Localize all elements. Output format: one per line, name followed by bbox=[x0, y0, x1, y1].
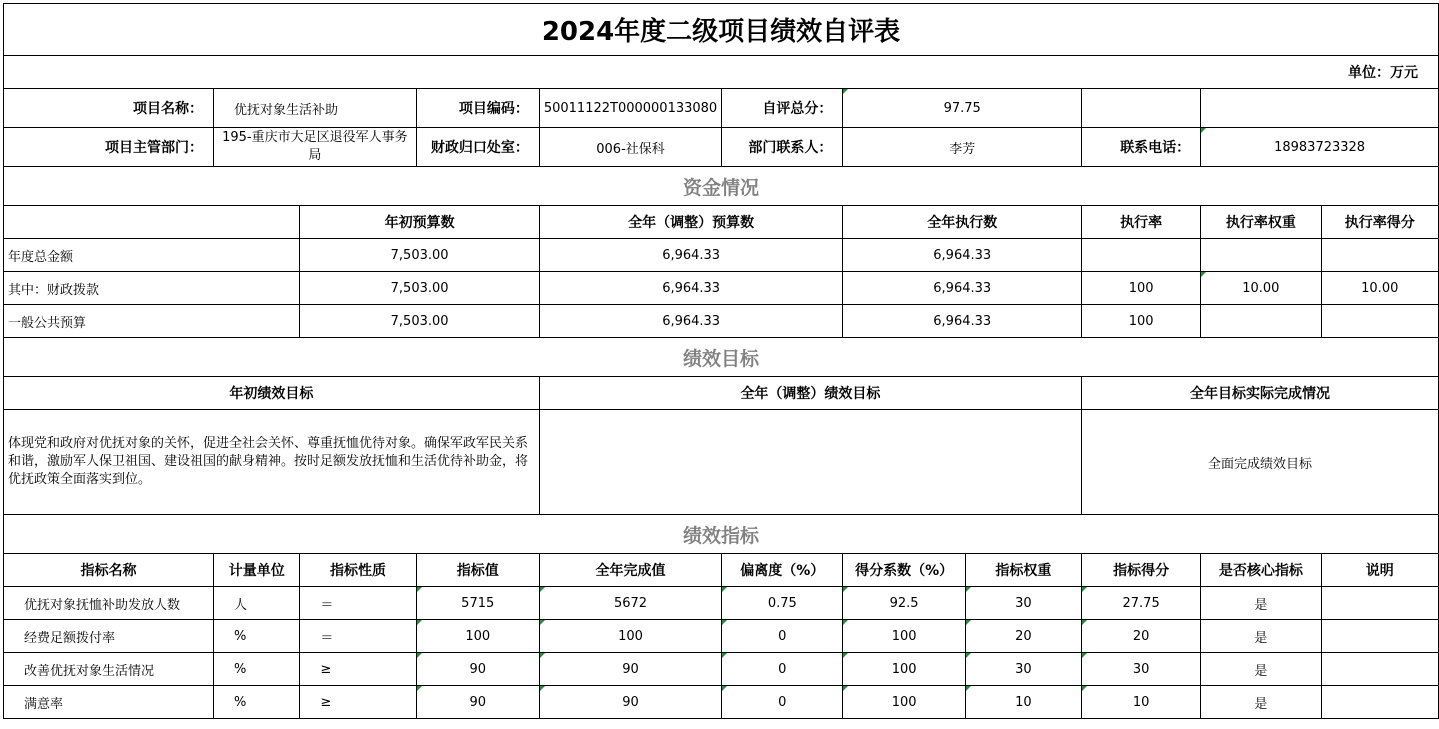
ind-weight[interactable]: 20 bbox=[965, 620, 1081, 653]
contact-value[interactable]: 李芳 bbox=[843, 128, 1082, 167]
empty-cell[interactable] bbox=[1201, 89, 1439, 128]
finance-label: 财政归口处室： bbox=[416, 128, 539, 167]
funds-header-adjusted: 全年（调整）预算数 bbox=[539, 206, 843, 239]
ind-coef[interactable]: 100 bbox=[843, 686, 965, 719]
ind-header-name: 指标名称 bbox=[4, 554, 214, 587]
funds-row bbox=[4, 239, 1439, 272]
phone-label: 联系电话： bbox=[1082, 128, 1201, 167]
ind-deviation[interactable]: 0.75 bbox=[722, 587, 843, 620]
goals-section-title: 绩效目标 bbox=[4, 338, 1439, 377]
funds-header-executed: 全年执行数 bbox=[843, 206, 1082, 239]
contact-label: 部门联系人： bbox=[722, 128, 843, 167]
funds-section-title: 资金情况 bbox=[4, 167, 1439, 206]
project-name-value[interactable]: 优抚对象生活补助 bbox=[214, 89, 417, 128]
ind-deviation[interactable]: 0 bbox=[722, 620, 843, 653]
funds-header-rate: 执行率 bbox=[1082, 206, 1201, 239]
goals-adjusted-text[interactable] bbox=[539, 410, 1081, 515]
ind-unit[interactable]: % bbox=[214, 686, 300, 719]
ind-header-nature: 指标性质 bbox=[300, 554, 416, 587]
funds-header-score: 执行率得分 bbox=[1321, 206, 1438, 239]
empty-cell[interactable] bbox=[1082, 89, 1201, 128]
ind-actual[interactable]: 5672 bbox=[539, 587, 721, 620]
goals-header-actual: 全年目标实际完成情况 bbox=[1082, 377, 1439, 410]
ind-target[interactable]: 90 bbox=[416, 653, 539, 686]
ind-note[interactable] bbox=[1321, 620, 1438, 653]
ind-weight[interactable]: 30 bbox=[965, 587, 1081, 620]
ind-score[interactable]: 20 bbox=[1082, 620, 1201, 653]
ind-score[interactable]: 30 bbox=[1082, 653, 1201, 686]
ind-coef[interactable]: 100 bbox=[843, 620, 965, 653]
funds-row-executed[interactable]: 6,964.33 bbox=[843, 239, 1082, 272]
evaluation-sheet bbox=[3, 3, 1439, 719]
ind-header-weight: 指标权重 bbox=[965, 554, 1081, 587]
ind-header-core: 是否核心指标 bbox=[1201, 554, 1321, 587]
funds-row-executed[interactable]: 6,964.33 bbox=[843, 305, 1082, 338]
ind-core[interactable]: 是 bbox=[1201, 653, 1321, 686]
ind-deviation[interactable]: 0 bbox=[722, 653, 843, 686]
ind-target[interactable]: 5715 bbox=[416, 587, 539, 620]
funds-row-rate[interactable]: 100 bbox=[1082, 305, 1201, 338]
funds-row-adjusted[interactable]: 6,964.33 bbox=[539, 239, 843, 272]
goals-header-adjusted: 全年（调整）绩效目标 bbox=[539, 377, 1081, 410]
goals-actual-text[interactable]: 全面完成绩效目标 bbox=[1082, 410, 1439, 515]
ind-header-target: 指标值 bbox=[416, 554, 539, 587]
ind-core[interactable]: 是 bbox=[1201, 686, 1321, 719]
ind-unit[interactable]: % bbox=[214, 620, 300, 653]
ind-weight[interactable]: 10 bbox=[965, 686, 1081, 719]
ind-note[interactable] bbox=[1321, 587, 1438, 620]
ind-header-unit: 计量单位 bbox=[214, 554, 300, 587]
ind-note[interactable] bbox=[1321, 686, 1438, 719]
ind-note[interactable] bbox=[1321, 653, 1438, 686]
phone-value[interactable]: 18983723328 bbox=[1201, 128, 1439, 167]
ind-score[interactable]: 10 bbox=[1082, 686, 1201, 719]
funds-row-score[interactable] bbox=[1321, 239, 1438, 272]
ind-core[interactable]: 是 bbox=[1201, 587, 1321, 620]
funds-header-weight: 执行率权重 bbox=[1201, 206, 1321, 239]
page-title: 2024年度二级项目绩效自评表 bbox=[4, 4, 1439, 56]
ind-unit[interactable]: 人 bbox=[214, 587, 300, 620]
goals-initial-text[interactable]: 体现党和政府对优抚对象的关怀，促进全社会关怀、尊重抚恤优待对象。确保军政军民关系和谐，激励军人保卫祖国、建设祖国的献身精神。按时足额发放抚恤和生活优待补助金，将优抚政策全面落实到位。 bbox=[4, 410, 540, 515]
funds-row bbox=[4, 305, 1439, 338]
funds-row-rate[interactable]: 100 bbox=[1082, 272, 1201, 305]
evaluation-table bbox=[3, 3, 1439, 719]
funds-row-adjusted[interactable]: 6,964.33 bbox=[539, 305, 843, 338]
ind-name[interactable]: 优抚对象抚恤补助发放人数 bbox=[4, 587, 214, 620]
ind-header-coef: 得分系数（%） bbox=[843, 554, 965, 587]
ind-actual[interactable]: 90 bbox=[539, 686, 721, 719]
ind-nature[interactable]: ＝ bbox=[300, 587, 416, 620]
ind-actual[interactable]: 90 bbox=[539, 653, 721, 686]
funds-row-budget[interactable]: 7,503.00 bbox=[300, 305, 539, 338]
indicator-row bbox=[4, 686, 1439, 719]
ind-header-actual: 全年完成值 bbox=[539, 554, 721, 587]
ind-name[interactable]: 改善优抚对象生活情况 bbox=[4, 653, 214, 686]
project-code-label: 项目编码： bbox=[416, 89, 539, 128]
ind-score[interactable]: 27.75 bbox=[1082, 587, 1201, 620]
funds-row-budget[interactable]: 7,503.00 bbox=[300, 272, 539, 305]
funds-row-executed[interactable]: 6,964.33 bbox=[843, 272, 1082, 305]
ind-target[interactable]: 100 bbox=[416, 620, 539, 653]
funds-row-adjusted[interactable]: 6,964.33 bbox=[539, 272, 843, 305]
ind-core[interactable]: 是 bbox=[1201, 620, 1321, 653]
funds-row-weight[interactable] bbox=[1201, 305, 1321, 338]
ind-unit[interactable]: % bbox=[214, 653, 300, 686]
finance-value[interactable]: 006-社保科 bbox=[539, 128, 721, 167]
ind-deviation[interactable]: 0 bbox=[722, 686, 843, 719]
score-value[interactable]: 97.75 bbox=[843, 89, 1082, 128]
ind-header-score: 指标得分 bbox=[1082, 554, 1201, 587]
ind-nature[interactable]: ≥ bbox=[300, 686, 416, 719]
funds-row-rate[interactable] bbox=[1082, 239, 1201, 272]
funds-row-score[interactable]: 10.00 bbox=[1321, 272, 1438, 305]
dept-label: 项目主管部门： bbox=[4, 128, 214, 167]
unit-label: 单位：万元 bbox=[4, 56, 1439, 89]
ind-header-deviation: 偏离度（%） bbox=[722, 554, 843, 587]
ind-header-note: 说明 bbox=[1321, 554, 1438, 587]
funds-row-budget[interactable]: 7,503.00 bbox=[300, 239, 539, 272]
funds-row-weight[interactable]: 10.00 bbox=[1201, 272, 1321, 305]
funds-header-budget: 年初预算数 bbox=[300, 206, 539, 239]
funds-row-weight[interactable] bbox=[1201, 239, 1321, 272]
ind-weight[interactable]: 30 bbox=[965, 653, 1081, 686]
ind-nature[interactable]: ≥ bbox=[300, 653, 416, 686]
project-name-label: 项目名称： bbox=[4, 89, 214, 128]
dept-value[interactable]: 195-重庆市大足区退役军人事务局 bbox=[214, 128, 417, 167]
indicator-row bbox=[4, 653, 1439, 686]
funds-row-name[interactable]: 一般公共预算 bbox=[4, 305, 300, 338]
ind-name[interactable]: 满意率 bbox=[4, 686, 214, 719]
indicators-section-title: 绩效指标 bbox=[4, 515, 1439, 554]
ind-actual[interactable]: 100 bbox=[539, 620, 721, 653]
project-code-value[interactable]: 50011122T000000133080 bbox=[539, 89, 721, 128]
empty-header-cell bbox=[4, 206, 300, 239]
ind-coef[interactable]: 92.5 bbox=[843, 587, 965, 620]
funds-row-score[interactable] bbox=[1321, 305, 1438, 338]
indicator-row bbox=[4, 587, 1439, 620]
ind-coef[interactable]: 100 bbox=[843, 653, 965, 686]
funds-row-name[interactable]: 其中：财政拨款 bbox=[4, 272, 300, 305]
funds-row-name[interactable]: 年度总金额 bbox=[4, 239, 300, 272]
ind-name[interactable]: 经费足额拨付率 bbox=[4, 620, 214, 653]
score-label: 自评总分： bbox=[722, 89, 843, 128]
ind-nature[interactable]: ＝ bbox=[300, 620, 416, 653]
goals-header-initial: 年初绩效目标 bbox=[4, 377, 540, 410]
funds-row bbox=[4, 272, 1439, 305]
ind-target[interactable]: 90 bbox=[416, 686, 539, 719]
indicator-row bbox=[4, 620, 1439, 653]
